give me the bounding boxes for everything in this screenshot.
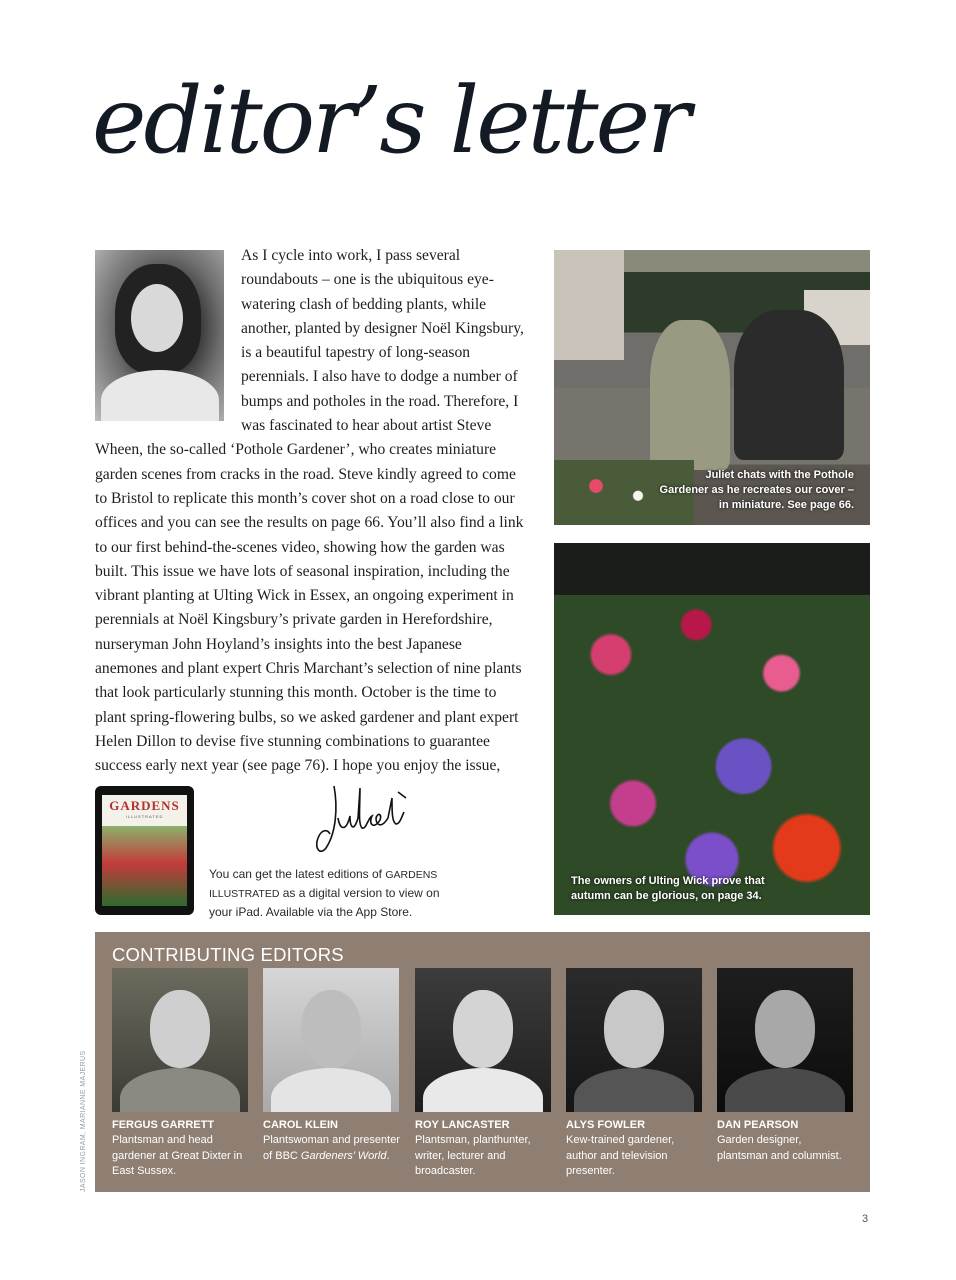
app-note-text: You can get the latest editions of	[209, 867, 386, 881]
letter-text: As I cycle into work, I pass several roundabouts – one is the ubiquitous eye-watering clash of bedding plants, while another, planted by designer Noël Kingsbury, is a beautiful tapestry of long-season perennials. I also have to dodge a number of bumps and potholes in the road. Therefore, I was fascinated to hear about artist Steve Wheen, the so-called ‘Pothole Gardener’, who creates miniature garden scenes from cracks in the road. Steve kindly agreed to come to Bristol to replicate this month’s cover shot on a road close to our offices and you can see the results on page 66. You’ll also find a link to our first behind-the-scenes video, showing how the garden was built. This issue we have lots of seasonal inspiration, including the vibrant planting at Ulting Wick in Essex, an ongoing experiment in perennials at Noël Kingsbury’s private garden in Herefordshire, nurseryman John Hoyland’s insights into the best Japanese anemones and plant expert Chris Marchant’s selection of nine plants that look particularly stunning this month. October is the time to plant spring-flowering bulbs, so we asked gardener and plant expert Helen Dillon to devise five stunning combinations to guarantee success early next year (see page 76). I hope you enjoy the issue,	[95, 247, 524, 775]
contributor-desc: Plantsman and head gardener at Great Dixter in East Sussex.	[112, 1134, 243, 1177]
contributor-name: ROY LANCASTER	[415, 1119, 510, 1131]
contributor-torso	[120, 1068, 240, 1112]
photo-person-gardener	[734, 310, 844, 460]
pothole-gardener-photo	[554, 250, 870, 525]
contributor-torso	[271, 1068, 391, 1112]
page-number: 3	[862, 1213, 869, 1225]
contributor-desc	[263, 1133, 400, 1164]
garden-photo-caption: The owners of Ulting Wick prove that autumn can be glorious, on page 34.	[571, 875, 765, 902]
contributing-editors-panel	[95, 932, 870, 1192]
contributing-editors-title: CONTRIBUTING EDITORS	[112, 944, 344, 965]
ipad-app-image	[95, 786, 194, 915]
page-title: editor’s letter	[92, 67, 689, 174]
photo-credit: JASON INGRAM, MARIANNE MAJERUS	[80, 1050, 87, 1192]
contributor-desc: Garden designer, plantsman and columnist.	[717, 1134, 842, 1162]
contributor-alys-fowler	[566, 968, 703, 1180]
contributor-desc: Kew-trained gardener, author and television presenter.	[566, 1134, 675, 1177]
contributor-desc: Plantsman, planthunter, writer, lecturer and broadcaster.	[415, 1134, 531, 1177]
editor-letter-body	[95, 244, 527, 779]
contributor-portrait	[566, 968, 702, 1112]
editor-signature	[312, 778, 422, 856]
ipad-masthead: GARDENS	[109, 798, 180, 813]
contributor-roy-lancaster	[415, 968, 552, 1180]
contributor-portrait	[717, 968, 853, 1112]
photo-person-juliet	[650, 320, 730, 470]
contributor-name: DAN PEARSON	[717, 1119, 799, 1131]
contributor-head	[604, 990, 664, 1068]
ulting-wick-photo	[554, 543, 870, 915]
ipad-screen	[102, 795, 187, 906]
contributor-name: ALYS FOWLER	[566, 1119, 646, 1131]
contributor-carol-klein	[263, 968, 400, 1164]
contributor-desc-show: Gardeners’ World	[300, 1149, 387, 1162]
contributor-torso	[725, 1068, 845, 1112]
app-note-text-end: as a digital version to view on your iPad. Available via the App Store.	[209, 886, 440, 919]
contributor-head	[301, 990, 361, 1068]
portrait-spacer	[95, 244, 241, 436]
contributor-portrait	[263, 968, 399, 1112]
contributor-name: FERGUS GARRETT	[112, 1119, 215, 1131]
app-note-brand: GARDENS ILLUSTRATED	[209, 869, 438, 900]
contributor-desc-text: Plantswoman and presenter of BBC	[263, 1134, 400, 1162]
contributor-head	[453, 990, 513, 1068]
contributor-head	[755, 990, 815, 1068]
contributor-torso	[574, 1068, 694, 1112]
contributor-torso	[423, 1068, 543, 1112]
app-store-note	[209, 865, 459, 921]
contributor-portrait	[415, 968, 551, 1112]
ipad-masthead-sub: ILLUSTRATED	[125, 814, 164, 819]
contributor-portrait	[112, 968, 248, 1112]
contributor-head	[150, 990, 210, 1068]
contributor-desc-end: .	[386, 1149, 390, 1162]
street-photo-caption: Juliet chats with the Pothole Gardener as he recreates our cover – in miniature. See page 66.	[659, 469, 854, 511]
contributor-fergus-garrett	[112, 968, 249, 1180]
photo-building	[554, 250, 624, 360]
contributor-dan-pearson	[717, 968, 854, 1164]
contributor-name: CAROL KLEIN	[263, 1119, 338, 1131]
